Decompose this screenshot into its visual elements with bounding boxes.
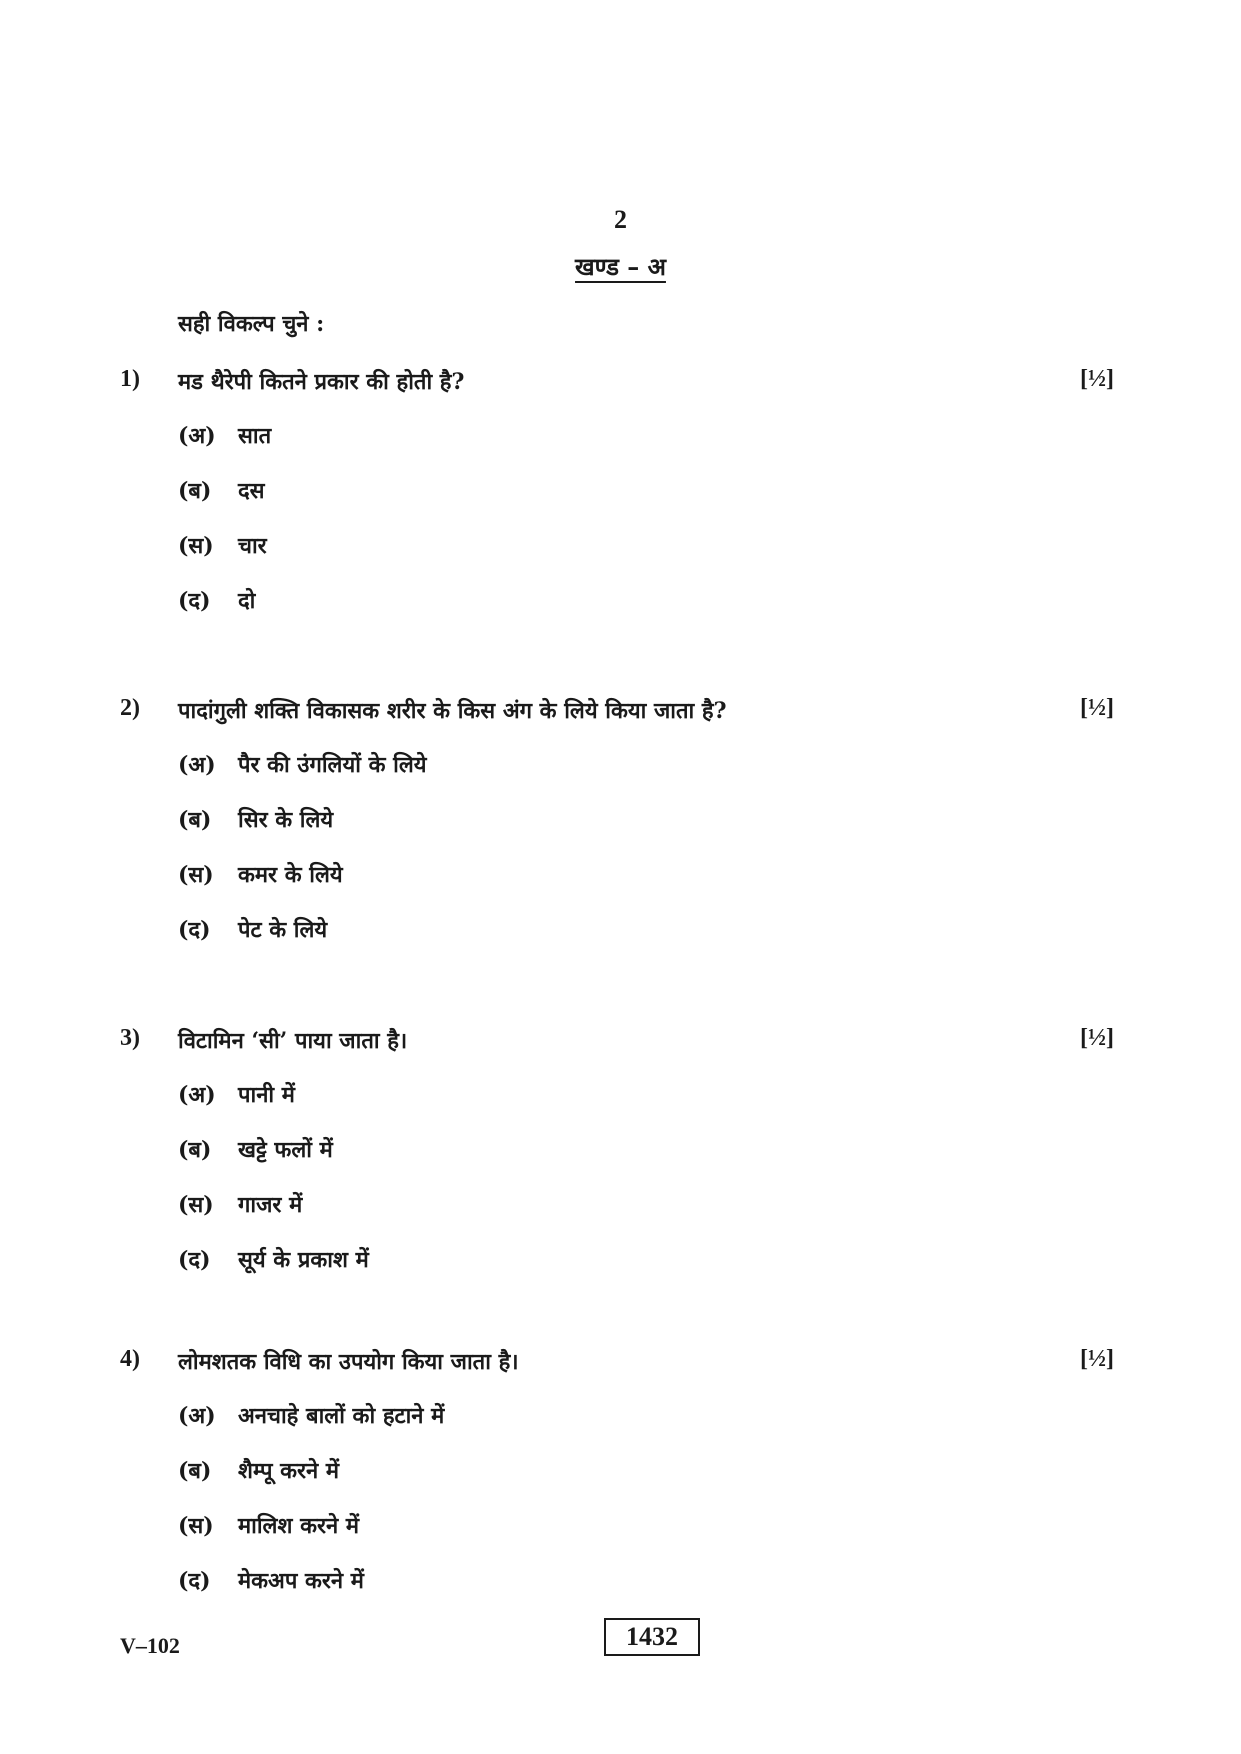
option-a [0, 406, 1241, 461]
option-label: (द) [178, 917, 211, 943]
option-text: सात [238, 423, 272, 449]
option-b [0, 1441, 1241, 1496]
option-label: (अ) [178, 752, 216, 778]
option-text: पानी में [238, 1082, 295, 1108]
option-text: सूर्य के प्रकाश में [238, 1247, 369, 1273]
option-a [0, 1065, 1241, 1120]
option-a [0, 1386, 1241, 1441]
page-code-box: 1432 [604, 1618, 700, 1656]
question-1 [0, 366, 1241, 626]
question-3 [0, 1025, 1241, 1285]
paper-code: V–102 [120, 1633, 180, 1658]
option-d [0, 900, 1241, 955]
question-marks: [½] [1080, 366, 1114, 392]
option-d [0, 571, 1241, 626]
question-text: मड थैरेपी कितने प्रकार की होती है? [178, 369, 465, 395]
option-text: पेट के लिये [238, 917, 328, 943]
option-label: (ब) [178, 807, 212, 833]
option-b [0, 790, 1241, 845]
option-label: (द) [178, 1247, 211, 1273]
option-label: (स) [178, 1192, 214, 1218]
option-text: दस [238, 478, 265, 504]
option-text: चार [238, 533, 267, 559]
option-label: (द) [178, 1568, 211, 1594]
option-c [0, 1175, 1241, 1230]
option-d [0, 1551, 1241, 1606]
option-text: खट्टे फलों में [238, 1137, 333, 1163]
option-label: (ब) [178, 1458, 212, 1484]
option-label: (अ) [178, 423, 216, 449]
question-text: पादांगुली शक्ति विकासक शरीर के किस अंग के लिये किया जाता है? [178, 698, 727, 724]
section-title: खण्ड – अ [575, 252, 666, 281]
page-number: 2 [614, 205, 627, 234]
question-marks: [½] [1080, 1025, 1114, 1051]
option-text: पैर की उंगलियों के लिये [238, 752, 427, 778]
option-text: सिर के लिये [238, 807, 334, 833]
option-c [0, 845, 1241, 900]
option-label: (ब) [178, 1137, 212, 1163]
question-2 [0, 695, 1241, 955]
option-d [0, 1230, 1241, 1285]
question-4 [0, 1346, 1241, 1606]
option-c [0, 1496, 1241, 1551]
option-label: (स) [178, 533, 214, 559]
option-c [0, 516, 1241, 571]
option-text: गाजर में [238, 1192, 303, 1218]
option-b [0, 461, 1241, 516]
option-label: (अ) [178, 1082, 216, 1108]
question-number: 2) [120, 695, 140, 721]
option-label: (अ) [178, 1403, 216, 1429]
question-number: 1) [120, 366, 140, 392]
option-label: (स) [178, 862, 214, 888]
instruction-text: सही विकल्प चुने : [178, 311, 325, 337]
question-number: 3) [120, 1025, 140, 1051]
option-label: (ब) [178, 478, 212, 504]
option-text: अनचाहे बालों को हटाने में [238, 1403, 445, 1429]
question-number: 4) [120, 1346, 140, 1372]
option-label: (स) [178, 1513, 214, 1539]
question-text: विटामिन ‘सी’ पाया जाता है। [178, 1028, 408, 1054]
question-marks: [½] [1080, 695, 1114, 721]
option-text: दो [238, 588, 256, 614]
option-text: कमर के लिये [238, 862, 343, 888]
question-text: लोमशतक विधि का उपयोग किया जाता है। [178, 1349, 519, 1375]
option-text: मालिश करने में [238, 1513, 360, 1539]
option-label: (द) [178, 588, 211, 614]
option-a [0, 735, 1241, 790]
option-text: शैम्पू करने में [238, 1458, 340, 1484]
question-marks: [½] [1080, 1346, 1114, 1372]
option-b [0, 1120, 1241, 1175]
option-text: मेकअप करने में [238, 1568, 364, 1594]
